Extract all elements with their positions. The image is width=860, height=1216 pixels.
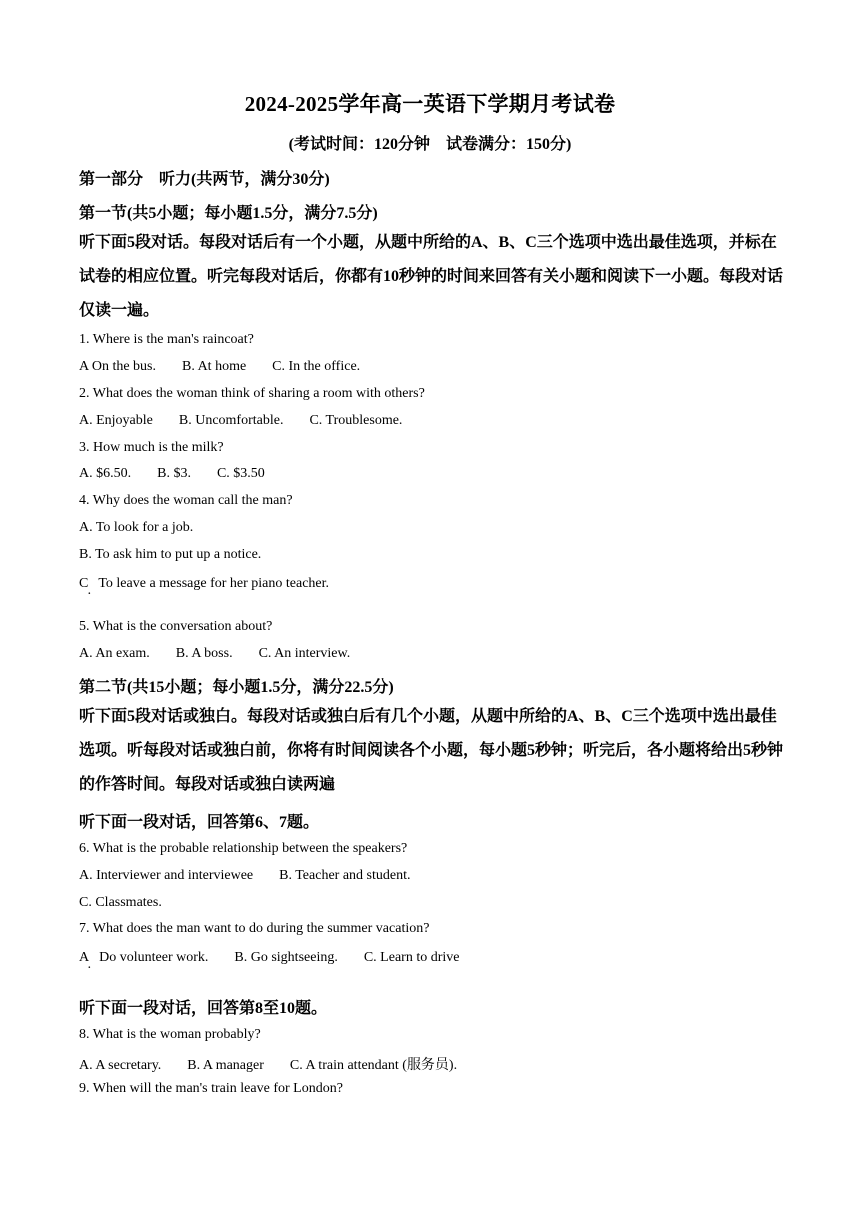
group2-heading: 听下面一段对话，回答第8至10题。 <box>79 1000 328 1017</box>
option-b: B. Teacher and student. <box>279 868 411 883</box>
option-c: C. Learn to drive <box>363 950 460 965</box>
option-b: B. A boss. <box>175 646 233 661</box>
question-3: 3. How much is the milk? <box>79 440 224 455</box>
option-a-letter: A · <box>79 950 89 966</box>
question-9: 9. When will the man's train leave for London? <box>79 1081 343 1096</box>
exam-title: 2024-2025学年高一英语下学期月考试卷 <box>244 92 616 116</box>
option-a: A. Enjoyable <box>79 413 153 428</box>
option-c: C. A train attendant (服务员). <box>289 1058 458 1073</box>
option-a: A. $6.50. <box>79 466 132 481</box>
option-a: A On the bus. <box>79 359 156 374</box>
option-a: A. An exam. <box>79 646 150 661</box>
option-c: C. $3.50 <box>216 466 265 481</box>
question-6: 6. What is the probable relationship between the speakers? <box>79 841 408 856</box>
question-4-option-b: B. To ask him to put up a notice. <box>79 547 262 562</box>
question-4: 4. Why does the woman call the man? <box>79 493 293 508</box>
section1-instructions: 听下面5段对话。每段对话后有一个小题，从题中所给的A、B、C三个选项中选出最佳选项，并标在试卷的相应位置。听完每段对话后，你都有10秒钟的时间来回答有关小题和阅读下一小题。每段对话仅读一遍。 <box>79 234 784 319</box>
question-8-options <box>79 1054 457 1074</box>
question-7-options <box>79 950 459 966</box>
part1-heading: 第一部分 听力(共两节，满分30分) <box>79 171 330 188</box>
option-b: B. $3. <box>157 466 191 481</box>
option-a: A. Interviewer and interviewee <box>79 868 254 883</box>
option-c-letter: C · <box>79 576 88 592</box>
option-b: B. Go sightseeing. <box>234 950 338 965</box>
option-b: B. Uncomfortable. <box>178 413 284 428</box>
question-3-options <box>79 466 265 482</box>
question-4-option-a: A. To look for a job. <box>79 520 194 535</box>
question-1-options <box>79 359 360 375</box>
question-1: 1. Where is the man's raincoat? <box>79 332 254 347</box>
option-c: C. In the office. <box>272 359 361 374</box>
option-c: C. Troublesome. <box>309 413 403 428</box>
question-4-option-c <box>79 576 329 592</box>
option-a-text: Do volunteer work. <box>99 950 209 965</box>
option-c-text: To leave a message for her piano teacher. <box>98 576 330 591</box>
option-c: C. An interview. <box>258 646 351 661</box>
question-2-options <box>79 413 402 429</box>
question-5-options <box>79 646 350 662</box>
section2-instructions: 听下面5段对话或独白。每段对话或独白后有几个小题，从题中所给的A、B、C三个选项中选出最佳选项。听每段对话或独白前，你将有时间阅读各个小题，每小题5秒钟；听完后，各小题将给出5秒钟的作答时间。每段对话或独白读两遍 <box>79 708 784 793</box>
option-a: A. A secretary. <box>79 1058 162 1073</box>
question-6-options-ab <box>79 868 410 884</box>
exam-subtitle: (考试时间：120分钟 试卷满分：150分) <box>288 136 572 153</box>
section1-heading: 第一节(共5小题；每小题1.5分，满分7.5分) <box>79 205 378 222</box>
section2-heading: 第二节(共15小题；每小题1.5分，满分22.5分) <box>79 679 394 696</box>
question-6-option-c: C. Classmates. <box>79 895 162 910</box>
question-8: 8. What is the woman probably? <box>79 1027 261 1042</box>
question-5: 5. What is the conversation about? <box>79 619 273 634</box>
question-7: 7. What does the man want to do during the summer vacation? <box>79 921 430 936</box>
option-b: B. At home <box>182 359 247 374</box>
group1-heading: 听下面一段对话，回答第6、7题。 <box>79 814 320 831</box>
question-2: 2. What does the woman think of sharing a room with others? <box>79 386 425 401</box>
option-b: B. A manager <box>187 1058 264 1073</box>
